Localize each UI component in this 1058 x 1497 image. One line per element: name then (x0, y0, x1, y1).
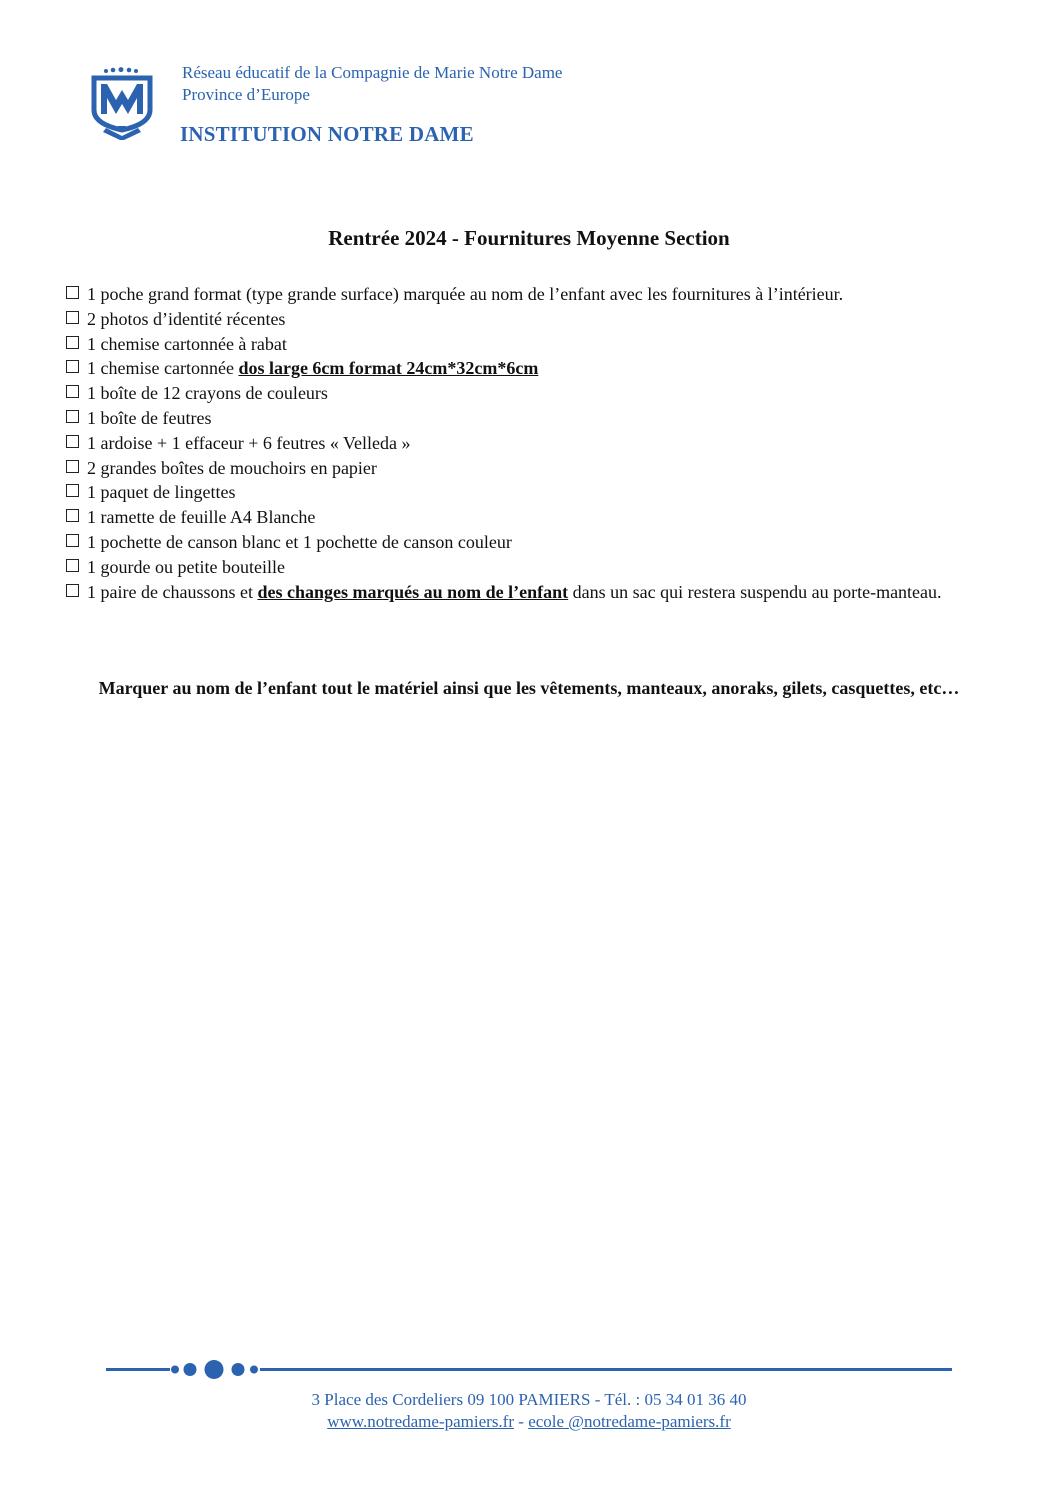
supplies-list (66, 282, 966, 604)
empty-checkbox-icon (66, 311, 79, 324)
emphasis-text: des changes marqués au nom de l’enfant (257, 581, 569, 602)
list-item: 1 chemise cartonnée dos large 6cm format 24cm*32cm*6cm (66, 356, 966, 381)
empty-checkbox-icon (66, 584, 79, 597)
footer-links: www.notredame-pamiers.fr - ecole @notredame-pamiers.fr (327, 1412, 731, 1431)
footer-address: 3 Place des Cordeliers 09 100 PAMIERS - Tél. : 05 34 01 36 40 (311, 1390, 747, 1409)
list-item: 1 poche grand format (type grande surface) marquée au nom de l’enfant avec les fournitures à l’intérieur. (66, 282, 966, 307)
empty-checkbox-icon (66, 559, 79, 572)
empty-checkbox-icon (66, 509, 79, 522)
empty-checkbox-icon (66, 534, 79, 547)
empty-checkbox-icon (66, 435, 79, 448)
page-title: Rentrée 2024 - Fournitures Moyenne Section (328, 226, 730, 250)
emphasis-text: dos large 6cm format 24cm*32cm*6cm (238, 358, 539, 379)
institution-name: INSTITUTION NOTRE DAME (180, 122, 474, 146)
website-link[interactable]: www.notredame-pamiers.fr (327, 1412, 515, 1431)
list-item: 1 paire de chaussons et des changes marqués au nom de l’enfant dans un sac qui restera suspendu au porte-manteau. (66, 580, 966, 605)
list-item: 1 paquet de lingettes (66, 480, 966, 505)
empty-checkbox-icon (66, 484, 79, 497)
list-item: 1 boîte de 12 crayons de couleurs (66, 381, 966, 406)
list-item: 2 grandes boîtes de mouchoirs en papier (66, 456, 966, 481)
empty-checkbox-icon (66, 286, 79, 299)
empty-checkbox-icon (66, 360, 79, 373)
province-line: Province d’Europe (182, 85, 310, 104)
network-line: Réseau éducatif de la Compagnie de Marie Notre Dame (182, 63, 563, 82)
footer-divider (0, 1356, 1058, 1384)
school-logo (86, 66, 158, 142)
list-item: 1 pochette de canson blanc et 1 pochette de canson couleur (66, 530, 966, 555)
empty-checkbox-icon (66, 410, 79, 423)
empty-checkbox-icon (66, 336, 79, 349)
list-item: 1 chemise cartonnée à rabat (66, 332, 966, 357)
list-item: 2 photos d’identité récentes (66, 307, 966, 332)
empty-checkbox-icon (66, 385, 79, 398)
list-item: 1 boîte de feutres (66, 406, 966, 431)
list-item: 1 gourde ou petite bouteille (66, 555, 966, 580)
marking-note: Marquer au nom de l’enfant tout le matériel ainsi que les vêtements, manteaux, anoraks, gilets, casquettes, etc… (98, 678, 960, 698)
list-item: 1 ramette de feuille A4 Blanche (66, 505, 966, 530)
list-item: 1 ardoise + 1 effaceur + 6 feutres « Velleda » (66, 431, 966, 456)
empty-checkbox-icon (66, 460, 79, 473)
email-link[interactable]: ecole @notredame-pamiers.fr (528, 1412, 731, 1431)
